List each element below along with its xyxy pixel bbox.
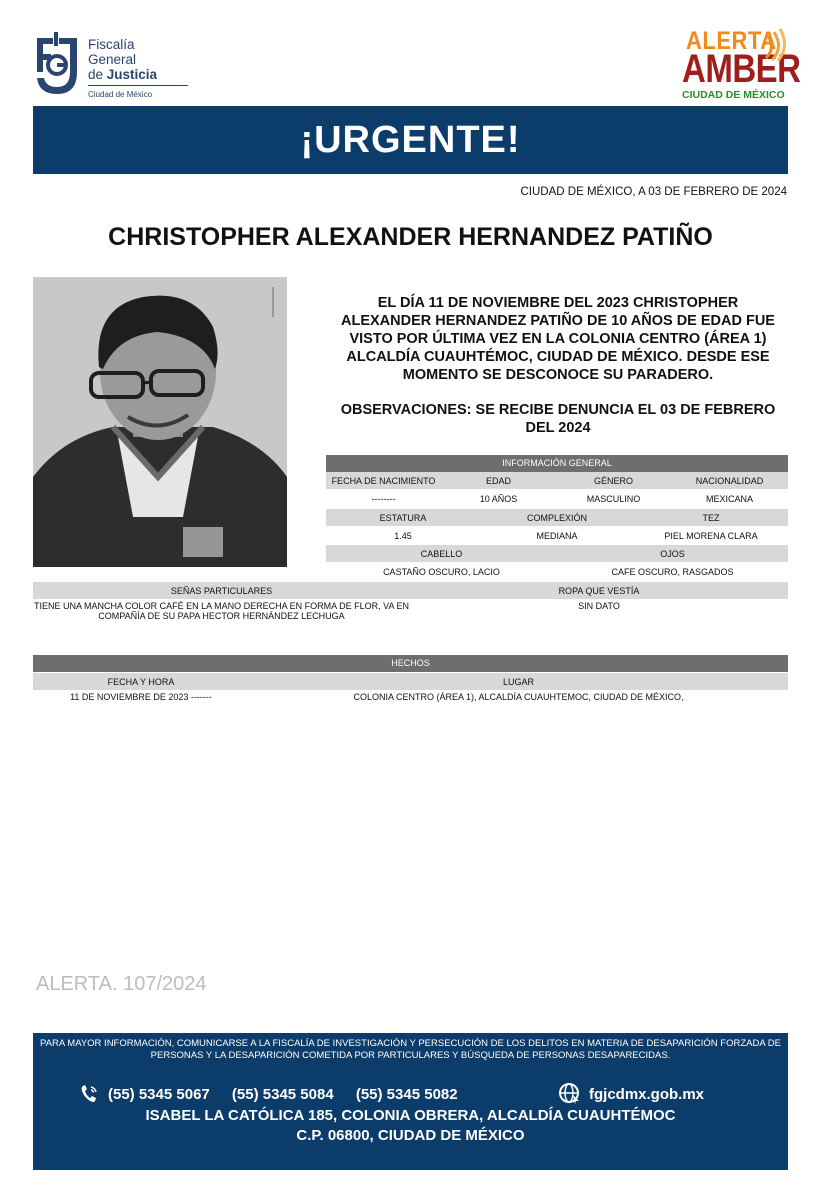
amber-line2: AMBER [682,46,801,91]
phone-2[interactable]: (55) 5345 5084 [231,1086,334,1103]
value-cabello: CASTAÑO OSCURO, LACIO [383,567,500,577]
phone-icon [80,1084,98,1104]
info-general-header: INFORMACIÓN GENERAL [326,455,788,472]
footer-website[interactable]: fgjcdmx.gob.mx [589,1086,705,1103]
header-complexion: COMPLEXIÓN [526,513,587,523]
value-complexion: MEDIANA [536,531,578,541]
header-senas-particulares: SEÑAS PARTICULARES [170,586,273,596]
header-ojos: OJOS [660,549,685,559]
value-tez: PIEL MORENA CLARA [664,531,758,541]
fgj-line1: Fiscalía [88,37,135,52]
report-date: CIUDAD DE MÉXICO, A 03 DE FEBRERO DE 2024 [520,186,787,198]
footer-info: PARA MAYOR INFORMACIÓN, COMUNICARSE A LA FISCALÍA DE INVESTIGACIÓN Y PERSECUCIÓN DE LOS DELITOS EN MATERIA DE DESAPARICIÓN FORZADA DE PERSONAS Y LA DESAPARICIÓN COMETIDA POR PARTICULARES Y BÚSQUEDA DE PERSONAS DESAPARECIDAS. [40,1038,781,1061]
header-genero: GÉNERO [593,476,633,486]
marks-values [33,600,788,626]
footer-address [33,1106,788,1146]
value-ropa: SIN DATO [578,601,620,611]
address-line1: ISABEL LA CATÓLICA 185, COLONIA OBRERA, ALCALDÍA CUAUHTÉMOC [145,1107,676,1124]
header-tez: TEZ [702,513,720,523]
header-estatura: ESTATURA [379,513,427,523]
facts-values [33,690,788,706]
info-row2-values [326,526,788,545]
header-fecha-nacimiento: FECHA DE NACIMIENTO [331,476,436,486]
address-line2: C.P. 06800, CIUDAD DE MÉXICO [296,1127,525,1144]
header-fecha-hora: FECHA Y HORA [107,677,175,687]
info-row1-values [326,489,788,509]
value-genero: MASCULINO [586,494,641,504]
footer-phones [108,1086,476,1103]
fgj-line2: General [88,52,137,67]
amber-line3: CIUDAD DE MÉXICO [682,89,785,101]
footer [33,1033,788,1170]
header-ropa: ROPA QUE VESTÍA [558,586,640,596]
value-nacionalidad: MEXICANA [705,494,753,504]
alert-number: ALERTA. 107/2024 [36,973,207,995]
urgent-banner: ¡URGENTE! [33,106,788,174]
header-edad: EDAD [485,476,511,486]
fgj-line3-pre: de [88,67,107,82]
facts-subheader [33,673,788,690]
value-fecha-hora: 11 DE NOVIEMBRE DE 2023 ------- [70,692,212,702]
header-nacionalidad: NACIONALIDAD [695,476,764,486]
person-photo [33,277,287,567]
header-lugar: LUGAR [502,677,534,687]
value-lugar: COLONIA CENTRO (ÁREA 1), ALCALDÍA CUAUHTEMOC, CIUDAD DE MÉXICO, [353,692,684,702]
web-icon [557,1081,581,1105]
facts-header: HECHOS [33,655,788,672]
case-description: EL DÍA 11 DE NOVIEMBRE DEL 2023 CHRISTOPHER ALEXANDER HERNANDEZ PATIÑO DE 10 AÑOS DE EDAD FUE VISTO POR ÚLTIMA VEZ EN LA COLONIA CENTRO (ÁREA 1) ALCALDÍA CUAUHTÉMOC, CIUDAD DE MÉXICO. DESDE ESE MOMENTO SE DESCONOCE SU PARADERO. [341,295,775,383]
alerta-amber-logo [672,26,801,102]
header-cabello: CABELLO [420,549,463,559]
value-senas-particulares: TIENE UNA MANCHA COLOR CAFÉ EN LA MANO DERECHA EN FORMA DE FLOR, VA EN COMPAÑÍA DE SU PAPA HECTOR HERNÁNDEZ LECHUGA [34,601,409,621]
value-edad: 10 AÑOS [479,494,518,504]
observations: OBSERVACIONES: SE RECIBE DENUNCIA EL 03 DE FEBRERO DEL 2024 [340,402,776,436]
amber-signal-icon [762,28,790,62]
info-row3-header [326,545,788,562]
info-row1-header [326,472,788,489]
marks-header [33,582,788,599]
phone-3[interactable]: (55) 5345 5082 [355,1086,458,1103]
fgj-divider [88,85,188,86]
value-fecha-nacimiento: -------- [371,494,396,504]
amber-line1: ALERTA [686,26,777,55]
phone-1[interactable]: (55) 5345 5067 [108,1086,210,1103]
info-row3-values [326,562,788,581]
value-ojos: CAFE OSCURO, RASGADOS [611,567,734,577]
info-row2-header [326,509,788,526]
value-estatura: 1.45 [394,531,412,541]
fgj-subtitle: Ciudad de México [88,90,153,99]
fgj-emblem-icon [33,32,83,98]
fgj-logo [33,30,173,102]
missing-person-name: CHRISTOPHER ALEXANDER HERNANDEZ PATIÑO [108,223,713,251]
fgj-line3-bold: Justicia [106,67,158,82]
